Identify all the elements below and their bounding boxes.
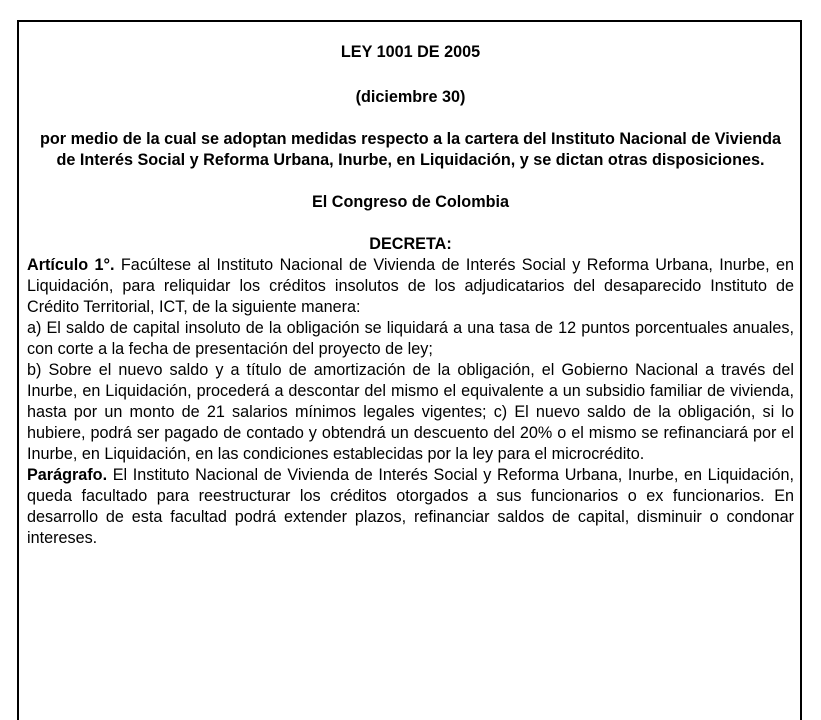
law-subject: por medio de la cual se adoptan medidas respecto a la cartera del Instituto Nacional de Vivienda de Interés Social y Reforma Urbana, Inurbe, en Liquidación, y se dictan otras disposiciones. (40, 130, 781, 169)
law-title: LEY 1001 DE 2005 (340, 43, 481, 61)
paragraph-text: El Instituto Nacional de Vivienda de Interés Social y Reforma Urbana, Inurbe, en Liquidación, queda facultado para reestructurar los créditos otorgados a sus funcionarios o ex funcionarios. En desarrollo de esta facultad podrá extender plazos, refinanciar saldos de capital, disminuir o condonar intereses. (27, 466, 794, 547)
decree-heading: DECRETA: (369, 235, 452, 253)
article-1-label: Artículo 1°. (27, 256, 115, 274)
paragraph (27, 465, 794, 549)
law-issuer: El Congreso de Colombia (312, 193, 509, 211)
article-1-text: Facúltese al Instituto Nacional de Vivienda de Interés Social y Reforma Urbana, Inurbe, en Liquidación, para reliquidar los créditos insolutos de los adjudicatarios del desaparecido Instituto de Crédito Territorial, ICT, de la siguiente manera: (27, 256, 795, 316)
item-b: b) Sobre el nuevo saldo y a título de amortización de la obligación, el Gobierno Nacional a través del Inurbe, en Liquidación, procederá a descontar del mismo el equivalente a un subsidio familiar de vivienda, hasta por un monto de 21 salarios mínimos legales vigentes; c) El nuevo saldo de la obligación, si lo hubiere, podrá ser pagado de contado y obtendrá un descuento del 20% o el mismo se refinanciará por el Inurbe, en Liquidación, en las condiciones establecidas por la ley para el microcrédito. (27, 361, 794, 463)
article-1 (27, 255, 794, 318)
item-a: a) El saldo de capital insoluto de la obligación se liquidará a una tasa de 12 puntos porcentuales anuales, con corte a la fecha de presentación del proyecto de ley; (27, 319, 794, 358)
document-page (17, 20, 802, 720)
law-date: (diciembre 30) (355, 88, 466, 106)
paragraph-label: Parágrafo. (27, 466, 108, 484)
document-content (19, 42, 800, 549)
